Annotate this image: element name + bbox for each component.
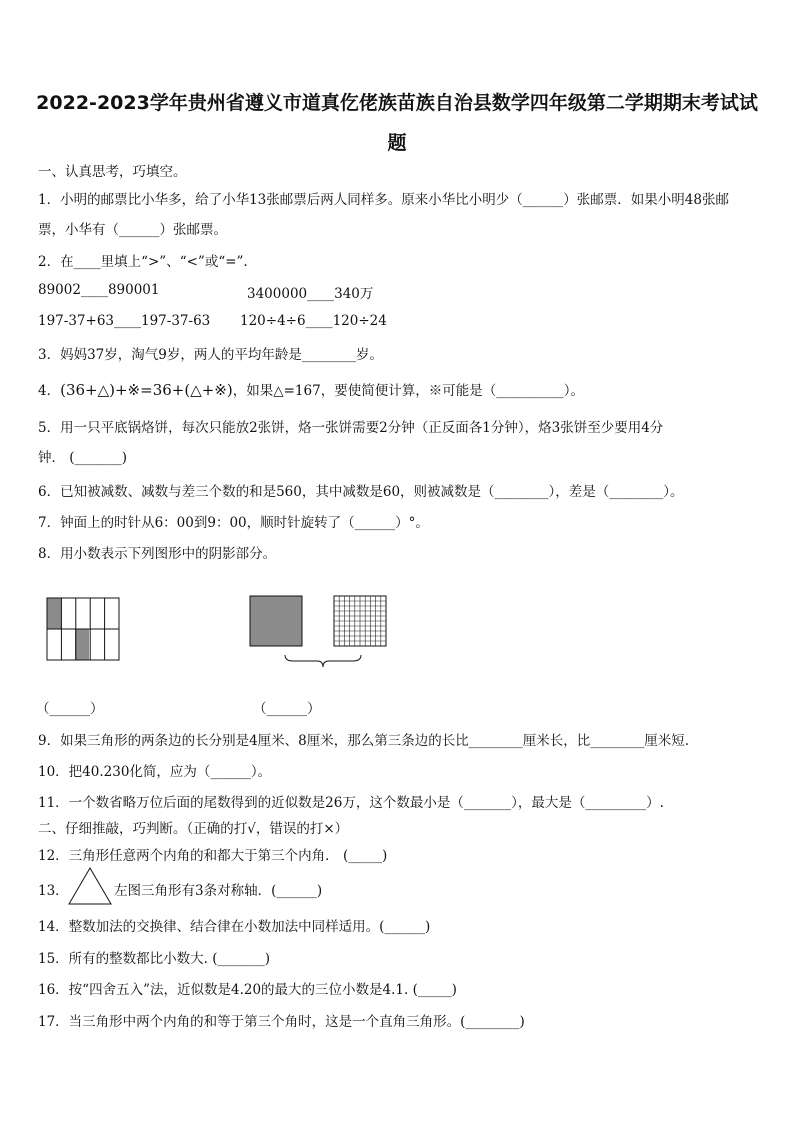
q1-line1: 1．小明的邮票比小华多，给了小华13张邮票后两人同样多。原来小华比小明少（______）张邮票．如果小明48张邮 xyxy=(38,192,729,208)
q4-text: ，如果△=167，要使简便计算，※可能是（__________）。 xyxy=(232,383,584,399)
q8-figure-full-square xyxy=(249,595,303,647)
shaded-cell xyxy=(47,598,61,629)
q2-text: 2．在____里填上“>”、“<”或“=”. xyxy=(38,254,248,270)
q15-text: 15．所有的整数都比小数大. (_______) xyxy=(38,951,271,967)
q3-text: 3．妈妈37岁，淘气9岁，两人的平均年龄是________岁。 xyxy=(38,347,383,363)
shaded-cell xyxy=(75,629,89,660)
q13-triangle-figure xyxy=(67,866,113,906)
q2-item-d: 120÷4÷6____120÷24 xyxy=(240,313,387,329)
q5-line1: 5．用一只平底锅烙饼，每次只能放2张饼，烙一张饼需要2分钟（正反面各1分钟），烙3张饼至少要用4分 xyxy=(38,420,664,436)
q5-line2: 钟． (_______) xyxy=(38,450,128,466)
q14-text: 14．整数加法的交换律、结合律在小数加法中同样适用。(______) xyxy=(38,919,431,935)
q8-text: 8．用小数表示下列图形中的阴影部分。 xyxy=(38,546,277,562)
q2-item-a: 89002____890001 xyxy=(38,282,160,298)
q16-text: 16．按“四舍五入”法，近似数是4.20的最大的三位小数是4.1. (_____) xyxy=(38,982,457,998)
page-title-line2: 题 xyxy=(387,132,407,154)
q10-text: 10．把40.230化简，应为（______）。 xyxy=(38,764,272,780)
q6-text: 6．已知被减数、减数与差三个数的和是560，其中减数是60，则被减数是（________），差是（________）。 xyxy=(38,484,684,500)
q9-text: 9．如果三角形的两条边的长分别是4厘米、8厘米，那么第三条边的长比________厘米长，比________厘米短. xyxy=(38,733,690,749)
q8-figure-grid-2x5 xyxy=(46,597,120,661)
q4-line xyxy=(38,379,584,399)
page-title-line1: 2022-2023学年贵州省遵义市道真仡佬族苗族自治县数学四年级第二学期期末考试试 xyxy=(36,92,758,114)
q1-line2: 票，小华有（______）张邮票。 xyxy=(38,222,227,238)
q8-blank1: （______） xyxy=(36,701,104,717)
section1-heading: 一、认真思考，巧填空。 xyxy=(38,164,187,180)
q7-text: 7．钟面上的时针从6：00到9：00，顺时针旋转了（______）°。 xyxy=(38,515,429,531)
q13-text: 左图三角形有3条对称轴．(______) xyxy=(114,883,323,899)
q17-text: 17．当三角形中两个内角的和等于第三个角时，这是一个直角三角形。(________) xyxy=(38,1014,525,1030)
q2-item-b: 3400000____340万 xyxy=(247,286,374,302)
q11-text: 11．一个数省略万位后面的尾数得到的近似数是26万，这个数最小是（_______），最大是（_________）. xyxy=(38,795,664,811)
q8-blank2: （______） xyxy=(253,701,321,717)
q2-item-c: 197-37+63____197-37-63 xyxy=(38,313,211,329)
q4-formula: (36+△)+※=36+(△+※) xyxy=(60,381,233,399)
q8-figure-hundred-grid xyxy=(333,595,387,647)
q12-text: 12．三角形任意两个内角的和都大于第三个内角． (_____) xyxy=(38,848,388,864)
q8-brace xyxy=(283,653,363,671)
q13-prefix: 13． xyxy=(38,883,69,899)
section2-heading: 二、仔细推敲，巧判断。（正确的打√，错误的打×） xyxy=(38,821,349,837)
q4-prefix: 4． xyxy=(38,383,61,399)
